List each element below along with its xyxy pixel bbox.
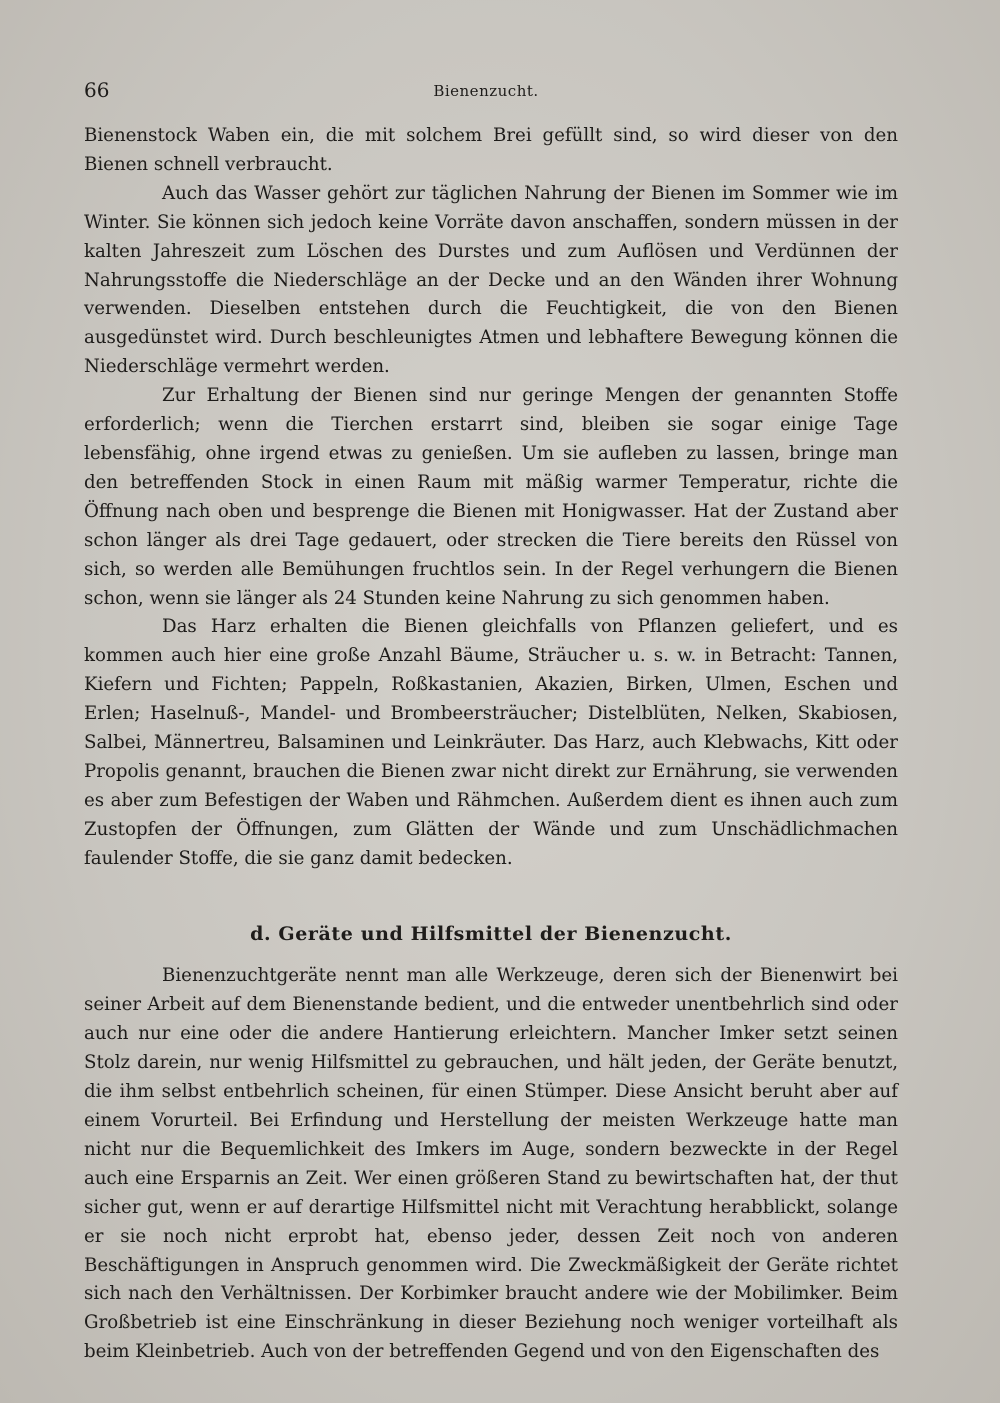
- paragraph-resin: Das Harz erhalten die Bienen gleichfalls von Pflanzen geliefert, und es kommen auch hier eine große Anzahl Bäume, Sträucher u. s. w. in Betracht: Tannen, Kiefern und Fichten; Pappeln, Roßkastanien, Akazien, Birken, Ulmen, Eschen und Erlen; Haselnuß-, Mandel- und Brombeersträucher; Distelblüten, Nelken, Skabiosen, Salbei, Männertreu, Balsaminen und Leinkräuter. Das Harz, auch Klebwachs, Kitt oder Propolis genannt, brauchen die Bienen zwar nicht direkt zur Ernährung, sie verwenden es aber zum Befestigen der Waben und Rähmchen. Außerdem dient es ihnen auch zum Zustopfen der Öffnungen, zum Glätten der Wände und zum Unschädlichmachen faulender Stoffe, die sie ganz damit bedecken.: [84, 616, 898, 869]
- paragraph-continued: Bienenstock Waben ein, die mit solchem Brei gefüllt sind, so wird dieser von den Bienen schnell verbraucht.: [84, 125, 898, 175]
- paragraph-tools: Bienenzuchtgeräte nennt man alle Werkzeuge, deren sich der Bienenwirt bei seiner Arbeit auf dem Bienenstande bedient, und die entweder unentbehrlich sind oder auch nur eine oder die andere Hantierung erleichtern. Mancher Imker setzt seinen Stolz darein, nur wenig Hilfsmittel zu gebrauchen, und hält jeden, der Geräte benutzt, die ihm selbst entbehrlich scheinen, für einen Stümper. Diese Ansicht beruht aber auf einem Vorurteil. Bei Erfindung und Herstellung der meisten Werkzeuge hatte man nicht nur die Bequemlichkeit des Imkers im Auge, sondern bezweckte in der Regel auch eine Ersparnis an Zeit. Wer einen größeren Stand zu bewirtschaften hat, der thut sicher gut, wenn er auf derartige Hilfsmittel nicht mit Verachtung herabblickt, solange er sie noch nicht erprobt hat, ebenso jeder, dessen Zeit noch von anderen Beschäftigungen in Anspruch genommen wird. Die Zweckmäßigkeit der Geräte richtet sich nach den Verhältnissen. Der Korbimker braucht andere wie der Mobilimker. Beim Großbetrieb ist eine Einschränkung in dieser Beziehung noch weniger vorteilhaft als beim Kleinbetrieb. Auch von der betreffenden Gegend und von den Eigenschaften des: [84, 965, 898, 1363]
- running-head: Bienenzucht.: [433, 82, 539, 100]
- page-body: [84, 122, 898, 1367]
- page-header: [84, 78, 888, 108]
- section-heading: d. Geräte und Hilfsmittel der Bienenzucht.: [250, 922, 732, 945]
- page-number: 66: [84, 78, 110, 102]
- paragraph-water: Auch das Wasser gehört zur täglichen Nahrung der Bienen im Sommer wie im Winter. Sie können sich jedoch keine Vorräte davon anschaffen, sondern müssen in der kalten Jahreszeit zum Löschen des Durstes und zum Auflösen und Verdünnen der Nahrungsstoffe die Niederschläge an der Decke und an den Wänden ihrer Wohnung verwenden. Dieselben entstehen durch die Feuchtigkeit, die von den Bienen ausgedünstet wird. Durch beschleunigtes Atmen und lebhaftere Bewegung können die Niederschläge vermehrt werden.: [84, 182, 898, 378]
- paragraph-preservation: Zur Erhaltung der Bienen sind nur geringe Mengen der genannten Stoffe erforderlich; wenn die Tierchen erstarrt sind, bleiben sie sogar einige Tage lebensfähig, ohne irgend etwas zu genießen. Um sie aufleben zu lassen, bringe man den betreffenden Stock in einen Raum mit mäßig warmer Temperatur, richte die Öffnung nach oben und besprenge die Bienen mit Honigwasser. Hat der Zustand aber schon länger als drei Tage gedauert, oder strecken die Tiere bereits den Rüssel von sich, so werden alle Bemühungen fruchtlos sein. In der Regel verhungern die Bienen schon, wenn sie länger als 24 Stunden keine Nahrung zu sich genommen haben.: [84, 385, 898, 609]
